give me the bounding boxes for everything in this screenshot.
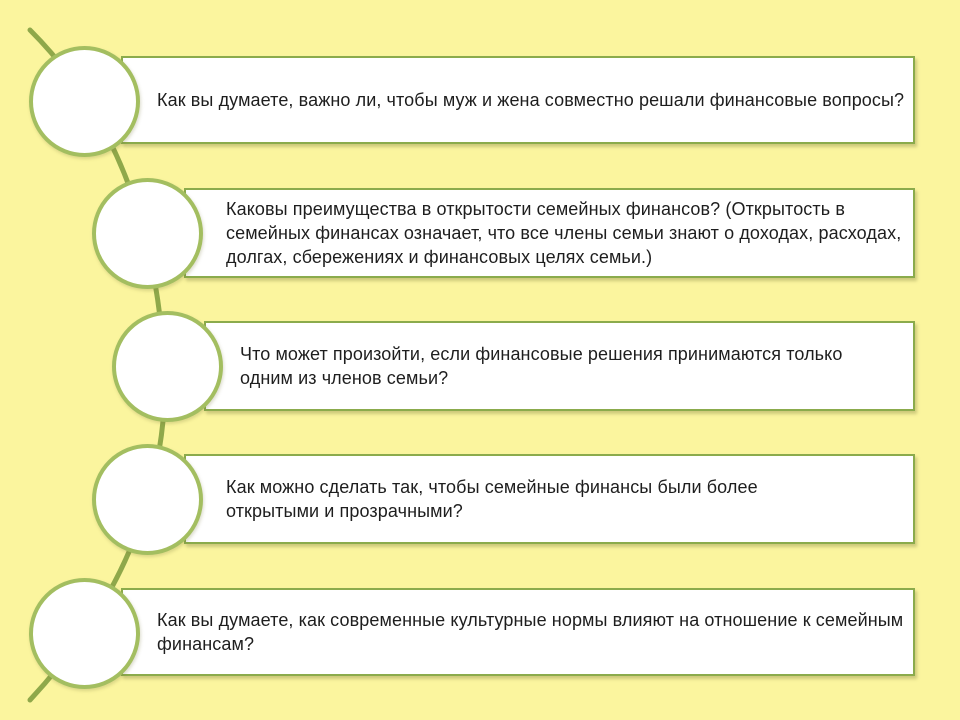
bullet-circle-1 — [29, 46, 140, 157]
question-box-2 — [184, 188, 915, 278]
question-box-5 — [121, 588, 915, 676]
question-text-3: Что может произойти, если финансовые решения принимаются только одним из членов семьи? — [240, 344, 843, 388]
question-text-5: Как вы думаете, как современные культурные нормы влияют на отношение к семейным финансам? — [157, 610, 904, 654]
question-text-4: Как можно сделать так, чтобы семейные финансы были более открытыми и прозрачными? — [226, 477, 758, 521]
question-box-3 — [204, 321, 915, 411]
question-box-1 — [121, 56, 915, 144]
bullet-circle-5 — [29, 578, 140, 689]
bullet-circle-2 — [92, 178, 203, 289]
bullet-circle-4 — [92, 444, 203, 555]
question-text-1: Как вы думаете, важно ли, чтобы муж и жена совместно решали финансовые вопросы? — [157, 90, 905, 110]
bullet-circle-3 — [112, 311, 223, 422]
question-text-2: Каковы преимущества в открытости семейных финансов? (Открытость в семейных финансах означает, что все члены семьи знают о доходах, расходах, долгах, сбережениях и финансовых целях семьи.) — [226, 199, 902, 267]
question-box-4 — [184, 454, 915, 544]
